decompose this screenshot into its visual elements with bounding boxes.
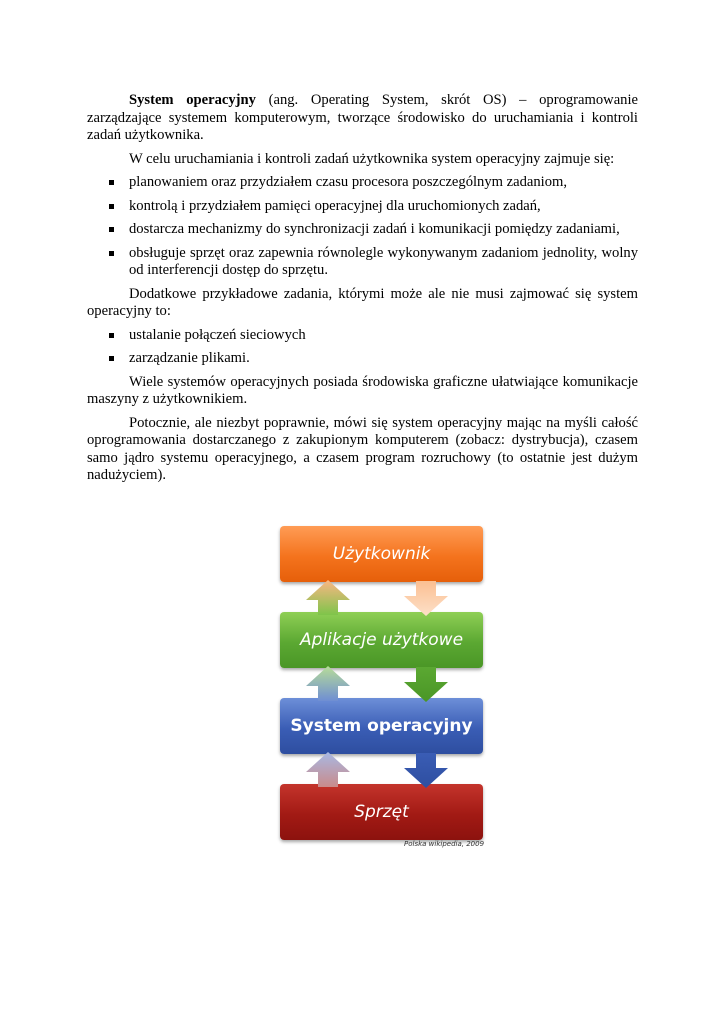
bullet-icon xyxy=(109,356,114,361)
arrow-up-icon xyxy=(306,666,350,701)
diagram-arrows xyxy=(273,520,493,852)
paragraph-graphical-env: Wiele systemów operacyjnych posiada środowiska graficzne ułatwiające komunikacje maszyny z użytkownikiem. xyxy=(87,373,638,407)
bullet-icon xyxy=(109,180,114,185)
paragraph-tasks-intro: W celu uruchamiania i kontroli zadań użytkownika system operacyjny zajmuje się: xyxy=(129,150,615,167)
paragraph-additional-tasks: Dodatkowe przykładowe zadania, którymi może ale nie musi zajmować się system operacyjny to: xyxy=(87,285,638,319)
list-item: obsługuje sprzęt oraz zapewnia równolegle wykonywanym zadaniom jednolity, wolny od interferencji dostęp do sprzętu. xyxy=(87,245,638,280)
definition-text: (ang. Operating System, skrót OS) – oprogramowanie zarządzające systemem komputerowym, tworzące środowisko do uruchamiania i kontroli zadań użytkownika. xyxy=(87,92,638,143)
arrow-down-icon xyxy=(404,581,448,616)
paragraph-definition xyxy=(87,92,638,145)
layer-hardware: Sprzęt xyxy=(280,784,483,840)
layer-user: Użytkownik xyxy=(280,526,483,582)
image-credit: Polska wikipedia, 2009 xyxy=(404,840,485,848)
task-list xyxy=(87,174,638,280)
additional-task-list xyxy=(87,327,638,368)
list-item: ustalanie połączeń sieciowych xyxy=(87,327,638,345)
document-body xyxy=(87,92,638,491)
list-item: zarządzanie plikami. xyxy=(87,350,638,368)
paragraph-colloquial: Potocznie, ale niezbyt poprawnie, mówi się system operacyjny mając na myśli całość oprogramowania dostarczanego z zakupionym komputerem (zobacz: dystrybucja), czasem samo jądro systemu operacyjnego, a czasem program rozruchowy (to ostatnie jest dużym nadużyciem). xyxy=(87,414,638,483)
bullet-icon xyxy=(109,204,114,209)
bullet-icon xyxy=(109,227,114,232)
list-item: dostarcza mechanizmy do synchronizacji zadań i komunikacji pomiędzy zadaniami, xyxy=(87,221,638,239)
bullet-icon xyxy=(109,333,114,338)
arrow-up-icon xyxy=(306,580,350,615)
arrow-down-icon xyxy=(404,667,448,702)
term-system-operacyjny: System operacyjny xyxy=(129,92,256,108)
os-layer-diagram xyxy=(273,520,493,852)
layer-operating-system: System operacyjny xyxy=(280,698,483,754)
list-item: planowaniem oraz przydziałem czasu procesora poszczególnym zadaniom, xyxy=(87,174,638,192)
list-item: kontrolą i przydziałem pamięci operacyjnej dla uruchomionych zadań, xyxy=(87,198,638,216)
arrow-down-icon xyxy=(404,753,448,788)
arrow-up-icon xyxy=(306,752,350,787)
layer-applications: Aplikacje użytkowe xyxy=(280,612,483,668)
bullet-icon xyxy=(109,251,114,256)
